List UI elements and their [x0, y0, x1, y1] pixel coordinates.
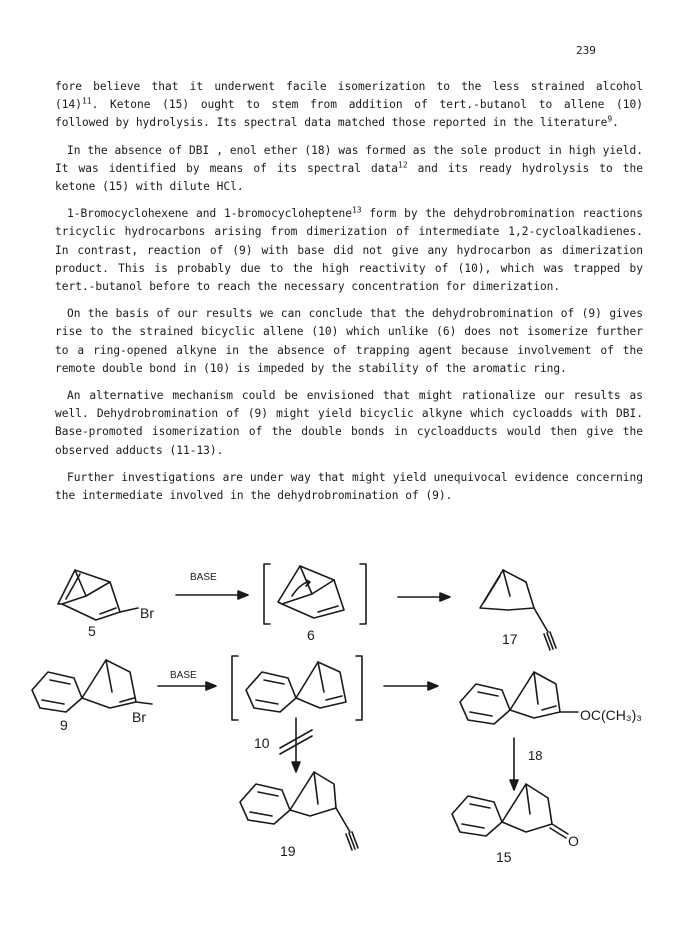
paragraph-text: Further investigations are under way that might yield unequivocal evidence concerning the intermediate involved in the dehydrobromination of (9). [55, 470, 643, 503]
bracket-right-6 [360, 564, 366, 624]
bracket-right-10 [356, 656, 362, 720]
compound-17 [480, 570, 556, 650]
compound-6-number: 6 [307, 627, 315, 643]
paragraph-text: On the basis of our results we can conclude that the dehydrobromination of (9) gives rise to the strained bicyclic allene (10) which unlike (6) does not isomerize further to a ring-opened alkyne in the absence of trapping agent because involvement of the remote double bond in (10) is impeded by the stability of the aromatic ring. [55, 307, 643, 375]
compound-9-number: 9 [60, 717, 68, 733]
ketone-oxygen: O [568, 833, 579, 849]
compound-10 [246, 662, 346, 712]
compound-19-number: 19 [280, 843, 296, 859]
bracket-left-10 [232, 656, 238, 720]
arrowhead [440, 593, 450, 601]
arrowhead [292, 762, 300, 772]
compound-5-number: 5 [88, 623, 96, 639]
bracket-left-6 [264, 564, 270, 624]
reference-superscript: 12 [398, 160, 408, 170]
paragraph [55, 469, 643, 505]
arrowhead [206, 682, 216, 690]
compound-17-number: 17 [502, 631, 518, 647]
page-number: 239 [576, 44, 596, 57]
paragraph-text: An alternative mechanism could be envisioned that might rationalize our results as well. Dehydrobromination of (9) might yield bicyclic alkyne which cycloadds with DBI. Base-promoted isomerization of the double bonds in cycloadducts would then give the observed adducts (11-13). [55, 389, 643, 457]
paragraph [55, 387, 643, 460]
compound-15 [452, 784, 568, 838]
paragraph-text: In the absence of DBI , enol ether (18) was formed as the sole product in high yield. It was identified by means of its spectral data [55, 143, 643, 175]
reference-superscript: 11 [81, 96, 92, 106]
paragraph [55, 205, 643, 296]
compound-19 [240, 772, 358, 850]
paragraph-text: fore believe that it underwent facile isomerization to the less strained alcohol (14) [55, 80, 643, 112]
compound-15-number: 15 [496, 849, 512, 865]
arrowhead [428, 682, 438, 690]
paragraph [55, 305, 643, 378]
scheme-drawing [0, 552, 680, 933]
paragraph-text: form by the dehydrobromination reactions tricyclic hydrocarbons arising from dimerization of intermediate 1,2-cycloalkadienes. In contrast, reaction of (9) with base did not give any hydrocarbon as dimerization product. This is probably due to the high reactivity of (10), which was trapped by tert.-butanol before to reach the necessary concentration for dimerization. [55, 207, 644, 294]
reagent-base-bottom: BASE [170, 670, 197, 681]
paragraph [55, 78, 643, 133]
paragraph-text: and its ready hydrolysis to the ketone (15) with dilute HCl. [55, 161, 643, 194]
reagent-base-top: BASE [190, 572, 217, 583]
reference-superscript: 9 [607, 114, 613, 124]
compound-18 [460, 672, 578, 724]
reference-superscript: 13 [351, 205, 362, 215]
compound-18-number: 18 [528, 748, 543, 763]
paragraph-text: 1-Bromocyclohexene and 1-bromocycloheptene [67, 207, 352, 221]
compound-5 [58, 570, 138, 620]
otbu-substituent: OC(CH₃)₃ [580, 707, 642, 723]
paragraph-text: . [612, 116, 619, 130]
compound-10-number: 10 [254, 735, 270, 751]
compound-9 [32, 660, 152, 712]
reaction-scheme [0, 552, 680, 933]
paragraph [55, 142, 643, 197]
compound-6 [278, 566, 344, 618]
br-label-bottom: Br [132, 709, 146, 725]
body-text [55, 78, 643, 514]
arrowhead [238, 591, 248, 599]
arrowhead [510, 780, 518, 790]
paragraph-text: . Ketone (15) ought to stem from addition of tert.-butanol to allene (10) followed by hydrolysis. Its spectral data matched those reported in the literature [55, 98, 643, 130]
br-label-top: Br [140, 605, 154, 621]
